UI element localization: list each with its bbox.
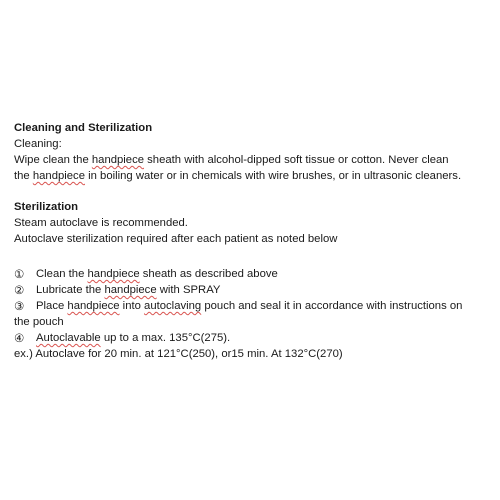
- step-number: ①: [14, 267, 25, 281]
- text-fragment: with SPRAY: [156, 284, 221, 296]
- text-fragment: Lubricate the: [36, 284, 105, 296]
- cleaning-instruction-line-2: [14, 168, 488, 184]
- autoclaving-word: autoclaving: [144, 300, 202, 312]
- step-text: [36, 266, 488, 282]
- handpiece-word: handpiece: [32, 170, 85, 182]
- step-text: [36, 330, 488, 346]
- cleaning-heading: Cleaning and Sterilization: [14, 122, 153, 134]
- step-3-continuation: the pouch: [14, 316, 64, 328]
- text-fragment: sheath as described above: [139, 268, 278, 280]
- section-gap: [14, 184, 488, 199]
- step-number: ④: [14, 331, 25, 345]
- text-fragment: the: [14, 170, 33, 182]
- text-fragment: pouch and seal it in accordance with instructions on: [201, 300, 463, 312]
- example-note: ex.) Autoclave for 20 min. at 121°C(250), or15 min. At 132°C(270): [14, 348, 343, 360]
- autoclavable-word: Autoclavable: [36, 332, 101, 344]
- sterilization-line-1: Steam autoclave is recommended.: [14, 217, 188, 229]
- handpiece-word: handpiece: [104, 284, 157, 296]
- text-fragment: up to a max. 135°C(275).: [100, 332, 231, 344]
- cleaning-instruction-line-1: [14, 152, 488, 168]
- text-fragment: Place: [36, 300, 68, 312]
- handpiece-word: handpiece: [67, 300, 120, 312]
- cleaning-subtitle: Cleaning:: [14, 138, 62, 150]
- step-text: [36, 298, 488, 314]
- step-number: ③: [14, 299, 25, 313]
- handpiece-word: handpiece: [91, 154, 145, 166]
- text-fragment: Clean the: [36, 268, 88, 280]
- document-body: [14, 120, 488, 362]
- text-fragment: in boiling water or in chemicals with wire brushes, or in ultrasonic cleaners.: [84, 170, 462, 182]
- step-text: [36, 282, 488, 298]
- step-number: ②: [14, 283, 25, 297]
- text-fragment: into: [119, 300, 145, 312]
- sterilization-line-2: Autoclave sterilization required after each patient as noted below: [14, 233, 338, 245]
- section-gap: [14, 247, 488, 266]
- step-3: [14, 298, 488, 314]
- step-2: [14, 282, 488, 298]
- sterilization-heading: Sterilization: [14, 201, 79, 213]
- step-1: [14, 266, 488, 282]
- text-fragment: sheath with alcohol-dipped soft tissue or cotton. Never clean: [144, 154, 449, 166]
- handpiece-word: handpiece: [87, 268, 140, 280]
- step-4: [14, 330, 488, 346]
- text-fragment: Wipe clean the: [14, 154, 92, 166]
